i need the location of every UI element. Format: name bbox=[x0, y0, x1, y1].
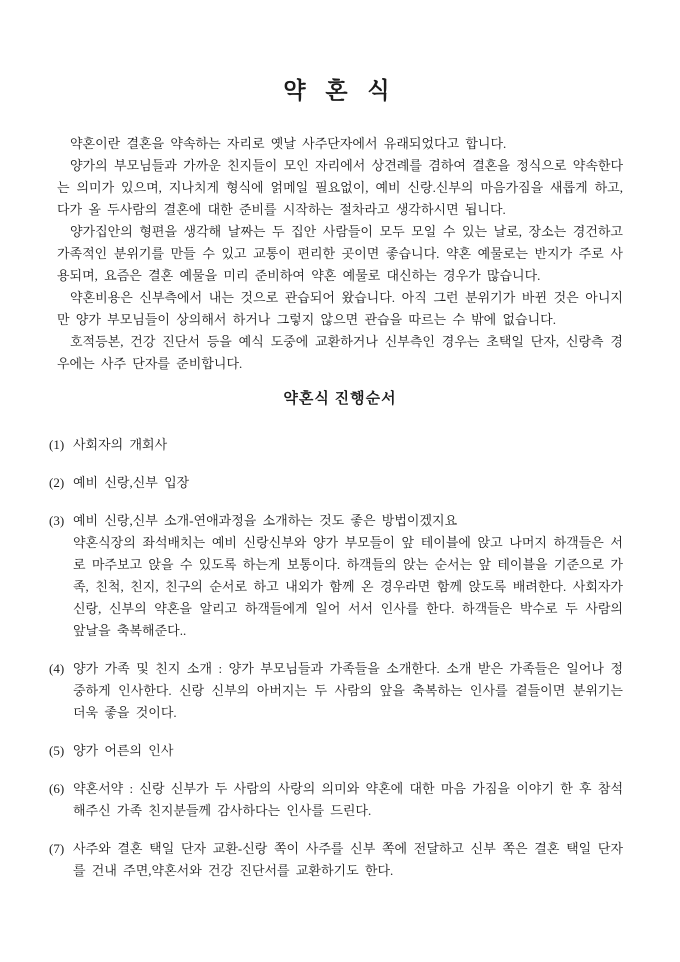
list-item-lead: 예비 신랑,신부 소개-연애과정을 소개하는 것도 좋은 방법이겠지요 bbox=[73, 513, 458, 528]
intro-paragraph: 약혼이란 결혼을 약속하는 자리로 옛날 사주단자에서 유래되었다고 합니다. bbox=[70, 136, 507, 151]
list-item-number: (6) bbox=[49, 781, 65, 796]
section-heading: 약혼식 진행순서 bbox=[283, 391, 397, 407]
list-item-number: (4) bbox=[49, 661, 65, 676]
list-item bbox=[49, 740, 623, 762]
list-item-number: (7) bbox=[49, 841, 65, 856]
list-item-text: 사주와 결혼 택일 단자 교환-신랑 쪽이 사주를 신부 쪽에 전달하고 신부 쪽은 결혼 택일 단자를 건내 주면,약혼서와 건강 진단서를 교환하기도 한다. bbox=[73, 841, 623, 878]
intro-paragraph: 호적등본, 건강 진단서 등을 예식 도중에 교환하거나 신부측인 경우는 초택일 단자, 신랑측 경우에는 사주 단자를 준비합니다. bbox=[57, 334, 623, 371]
list-item bbox=[49, 838, 623, 882]
intro-paragraph: 양가의 부모님들과 가까운 친지들이 모인 자리에서 상견례를 겸하여 결혼을 정식으로 약속한다는 의미가 있으며, 지나치게 형식에 얽메일 필요없이, 예비 신랑.신부의 마음가짐을 새롭게 하고, 다가 올 두사람의 결혼에 대한 준비를 시작하는 절차라고 생각하시면 됩니다. bbox=[57, 158, 623, 217]
list-item-text: 양가 어른의 인사 bbox=[73, 743, 174, 758]
list-item-text: 약혼서약 : 신랑 신부가 두 사람의 사랑의 의미와 약혼에 대한 마음 가짐을 이야기 한 후 참석해주신 가족 친지분들께 감사하다는 인사를 드린다. bbox=[73, 781, 623, 818]
intro-section bbox=[57, 133, 623, 375]
list-item bbox=[49, 434, 623, 456]
list-item bbox=[49, 778, 623, 822]
list-item-number: (2) bbox=[49, 475, 65, 490]
page-title: 약 혼 식 bbox=[283, 78, 397, 103]
intro-paragraph: 양가집안의 형편을 생각해 날짜는 두 집안 사람들이 모두 모일 수 있는 날로, 장소는 경건하고 가족적인 분위기를 만들 수 있고 교통이 편리한 곳이면 좋습니다. 약혼 예물로는 반지가 주로 사용되며, 요즘은 결혼 예물을 미리 준비하여 약혼 예물로 대신하는 경우가 많습니다. bbox=[57, 224, 623, 283]
procedure-list bbox=[49, 434, 623, 882]
list-item bbox=[49, 510, 623, 642]
list-item bbox=[49, 472, 623, 494]
list-item-detail: 약혼식장의 좌석배치는 예비 신랑신부와 양가 부모들이 앞 테이블에 앉고 나머지 하객들은 서로 마주보고 앉을 수 있도록 하는게 보통이다. 하객들의 앉는 순서는 앞 테이블을 기준으로 가족, 친척, 친지, 친구의 순서로 하고 내외가 함께 온 경우라면 함께 앉도록 배려한다. 사회자가 신랑, 신부의 약혼을 알리고 하객들에게 일어 서서 인사를 한다. 하객들은 박수로 두 사람의 앞날을 축복해준다.. bbox=[73, 535, 623, 638]
list-item-text: 사회자의 개회사 bbox=[73, 437, 168, 452]
list-item-number: (5) bbox=[49, 743, 65, 758]
list-item-text: 예비 신랑,신부 입장 bbox=[73, 475, 190, 490]
intro-paragraph: 약혼비용은 신부측에서 내는 것으로 관습되어 왔습니다. 아직 그런 분위기가 바뀐 것은 아니지만 양가 부모님들이 상의해서 하거나 그렇지 않으면 관습을 따르는 수 밖에 없습니다. bbox=[57, 290, 623, 327]
list-item-text bbox=[73, 510, 623, 642]
list-item-number: (1) bbox=[49, 437, 65, 452]
list-item-number: (3) bbox=[49, 513, 65, 528]
list-item-text: 양가 가족 및 친지 소개 : 양가 부모님들과 가족들을 소개한다. 소개 받은 가족들은 일어나 정중하게 인사한다. 신랑 신부의 아버지는 두 사람의 앞을 축복하는 인사를 곁들이면 분위기는 더욱 좋을 것이다. bbox=[73, 661, 623, 720]
list-item bbox=[49, 658, 623, 724]
